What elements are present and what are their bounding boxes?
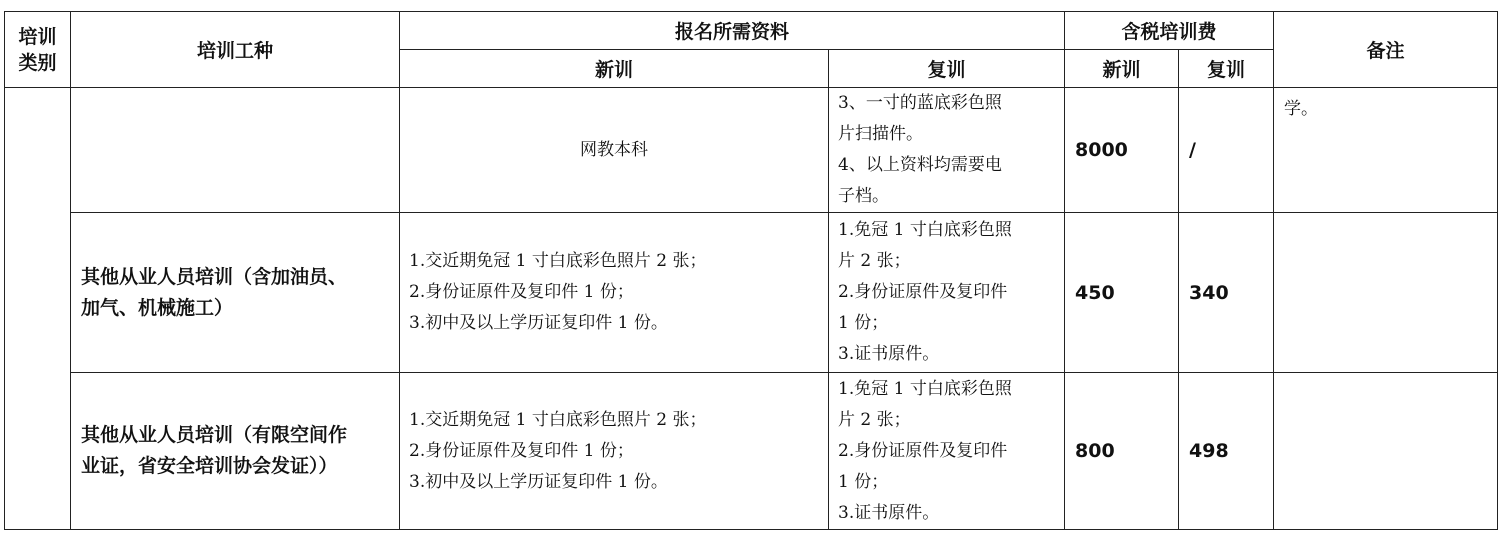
- training-type-cell: [71, 213, 400, 373]
- remark-cell: [1274, 373, 1498, 530]
- fee-re-cell: 498: [1179, 373, 1274, 530]
- material-line: 3.初中及以上学历证复印件 1 份。: [409, 313, 668, 333]
- re-materials-cell: [829, 373, 1065, 530]
- material-line: 1.免冠 1 寸白底彩色照: [838, 378, 1012, 399]
- fee-re-cell: 340: [1179, 213, 1274, 373]
- material-line: 子档。: [838, 186, 889, 206]
- material-line: 2.身份证原件及复印件 1 份；: [409, 282, 634, 302]
- header-fee-re: 复训: [1179, 50, 1274, 88]
- material-line: 2.身份证原件及复印件: [838, 282, 1008, 302]
- header-materials-new: 新训: [400, 50, 829, 88]
- re-materials-cell: [829, 88, 1065, 213]
- table-row: [5, 88, 1498, 213]
- header-category-line: 类别: [18, 51, 57, 74]
- header-materials: 报名所需资料: [400, 12, 1065, 50]
- training-type-cell: [71, 373, 400, 530]
- header-row-1: [5, 12, 1498, 50]
- header-fee: 含税培训费: [1065, 12, 1274, 50]
- new-materials-cell: [400, 88, 829, 213]
- new-materials-cell: [400, 213, 829, 373]
- remark-cell: 学。: [1274, 88, 1498, 213]
- material-line: 片扫描件。: [838, 124, 923, 144]
- material-line: 片 2 张；: [838, 251, 911, 271]
- material-line: 3、一寸的蓝底彩色照: [838, 93, 1002, 113]
- new-materials-cell: [400, 373, 829, 530]
- header-type: 培训工种: [71, 12, 400, 88]
- header-category-line: 培训: [18, 25, 57, 48]
- remark-cell: [1274, 213, 1498, 373]
- table-row: [5, 213, 1498, 373]
- material-line: 3.证书原件。: [838, 502, 940, 523]
- fee-new-cell: 8000: [1065, 88, 1179, 213]
- training-type-line: 其他从业人员培训（有限空间作: [81, 424, 348, 446]
- training-type-cell: [71, 88, 400, 213]
- material-line: 1 份；: [838, 313, 889, 333]
- material-line: 1.交近期免冠 1 寸白底彩色照片 2 张；: [409, 409, 707, 430]
- fee-new-cell: 450: [1065, 213, 1179, 373]
- material-line: 2.身份证原件及复印件: [838, 440, 1008, 461]
- training-type-line: 其他从业人员培训（含加油员、: [81, 265, 348, 288]
- fee-re-cell: /: [1179, 88, 1274, 213]
- material-line: 片 2 张；: [838, 409, 911, 430]
- category-cell: [5, 88, 71, 530]
- re-materials-cell: [829, 213, 1065, 373]
- material-line: 1.交近期免冠 1 寸白底彩色照片 2 张；: [409, 251, 707, 271]
- fee-new-cell: 800: [1065, 373, 1179, 530]
- material-line: 1.免冠 1 寸白底彩色照: [838, 220, 1012, 240]
- material-line: 3.证书原件。: [838, 344, 940, 364]
- material-line: 网教本科: [580, 139, 648, 160]
- material-line: 1 份；: [838, 471, 889, 492]
- training-type-line: 业证，省安全培训协会发证））: [81, 455, 338, 477]
- header-materials-re: 复训: [829, 50, 1065, 88]
- header-fee-new: 新训: [1065, 50, 1179, 88]
- material-line: 2.身份证原件及复印件 1 份；: [409, 440, 634, 461]
- header-remark: 备注: [1274, 12, 1498, 88]
- material-line: 4、以上资料均需要电: [838, 155, 1002, 175]
- material-line: 3.初中及以上学历证复印件 1 份。: [409, 471, 668, 492]
- training-type-line: 加气、机械施工）: [81, 296, 234, 319]
- table-row: [5, 373, 1498, 530]
- training-fee-table: [4, 11, 1498, 530]
- header-category: [5, 12, 71, 88]
